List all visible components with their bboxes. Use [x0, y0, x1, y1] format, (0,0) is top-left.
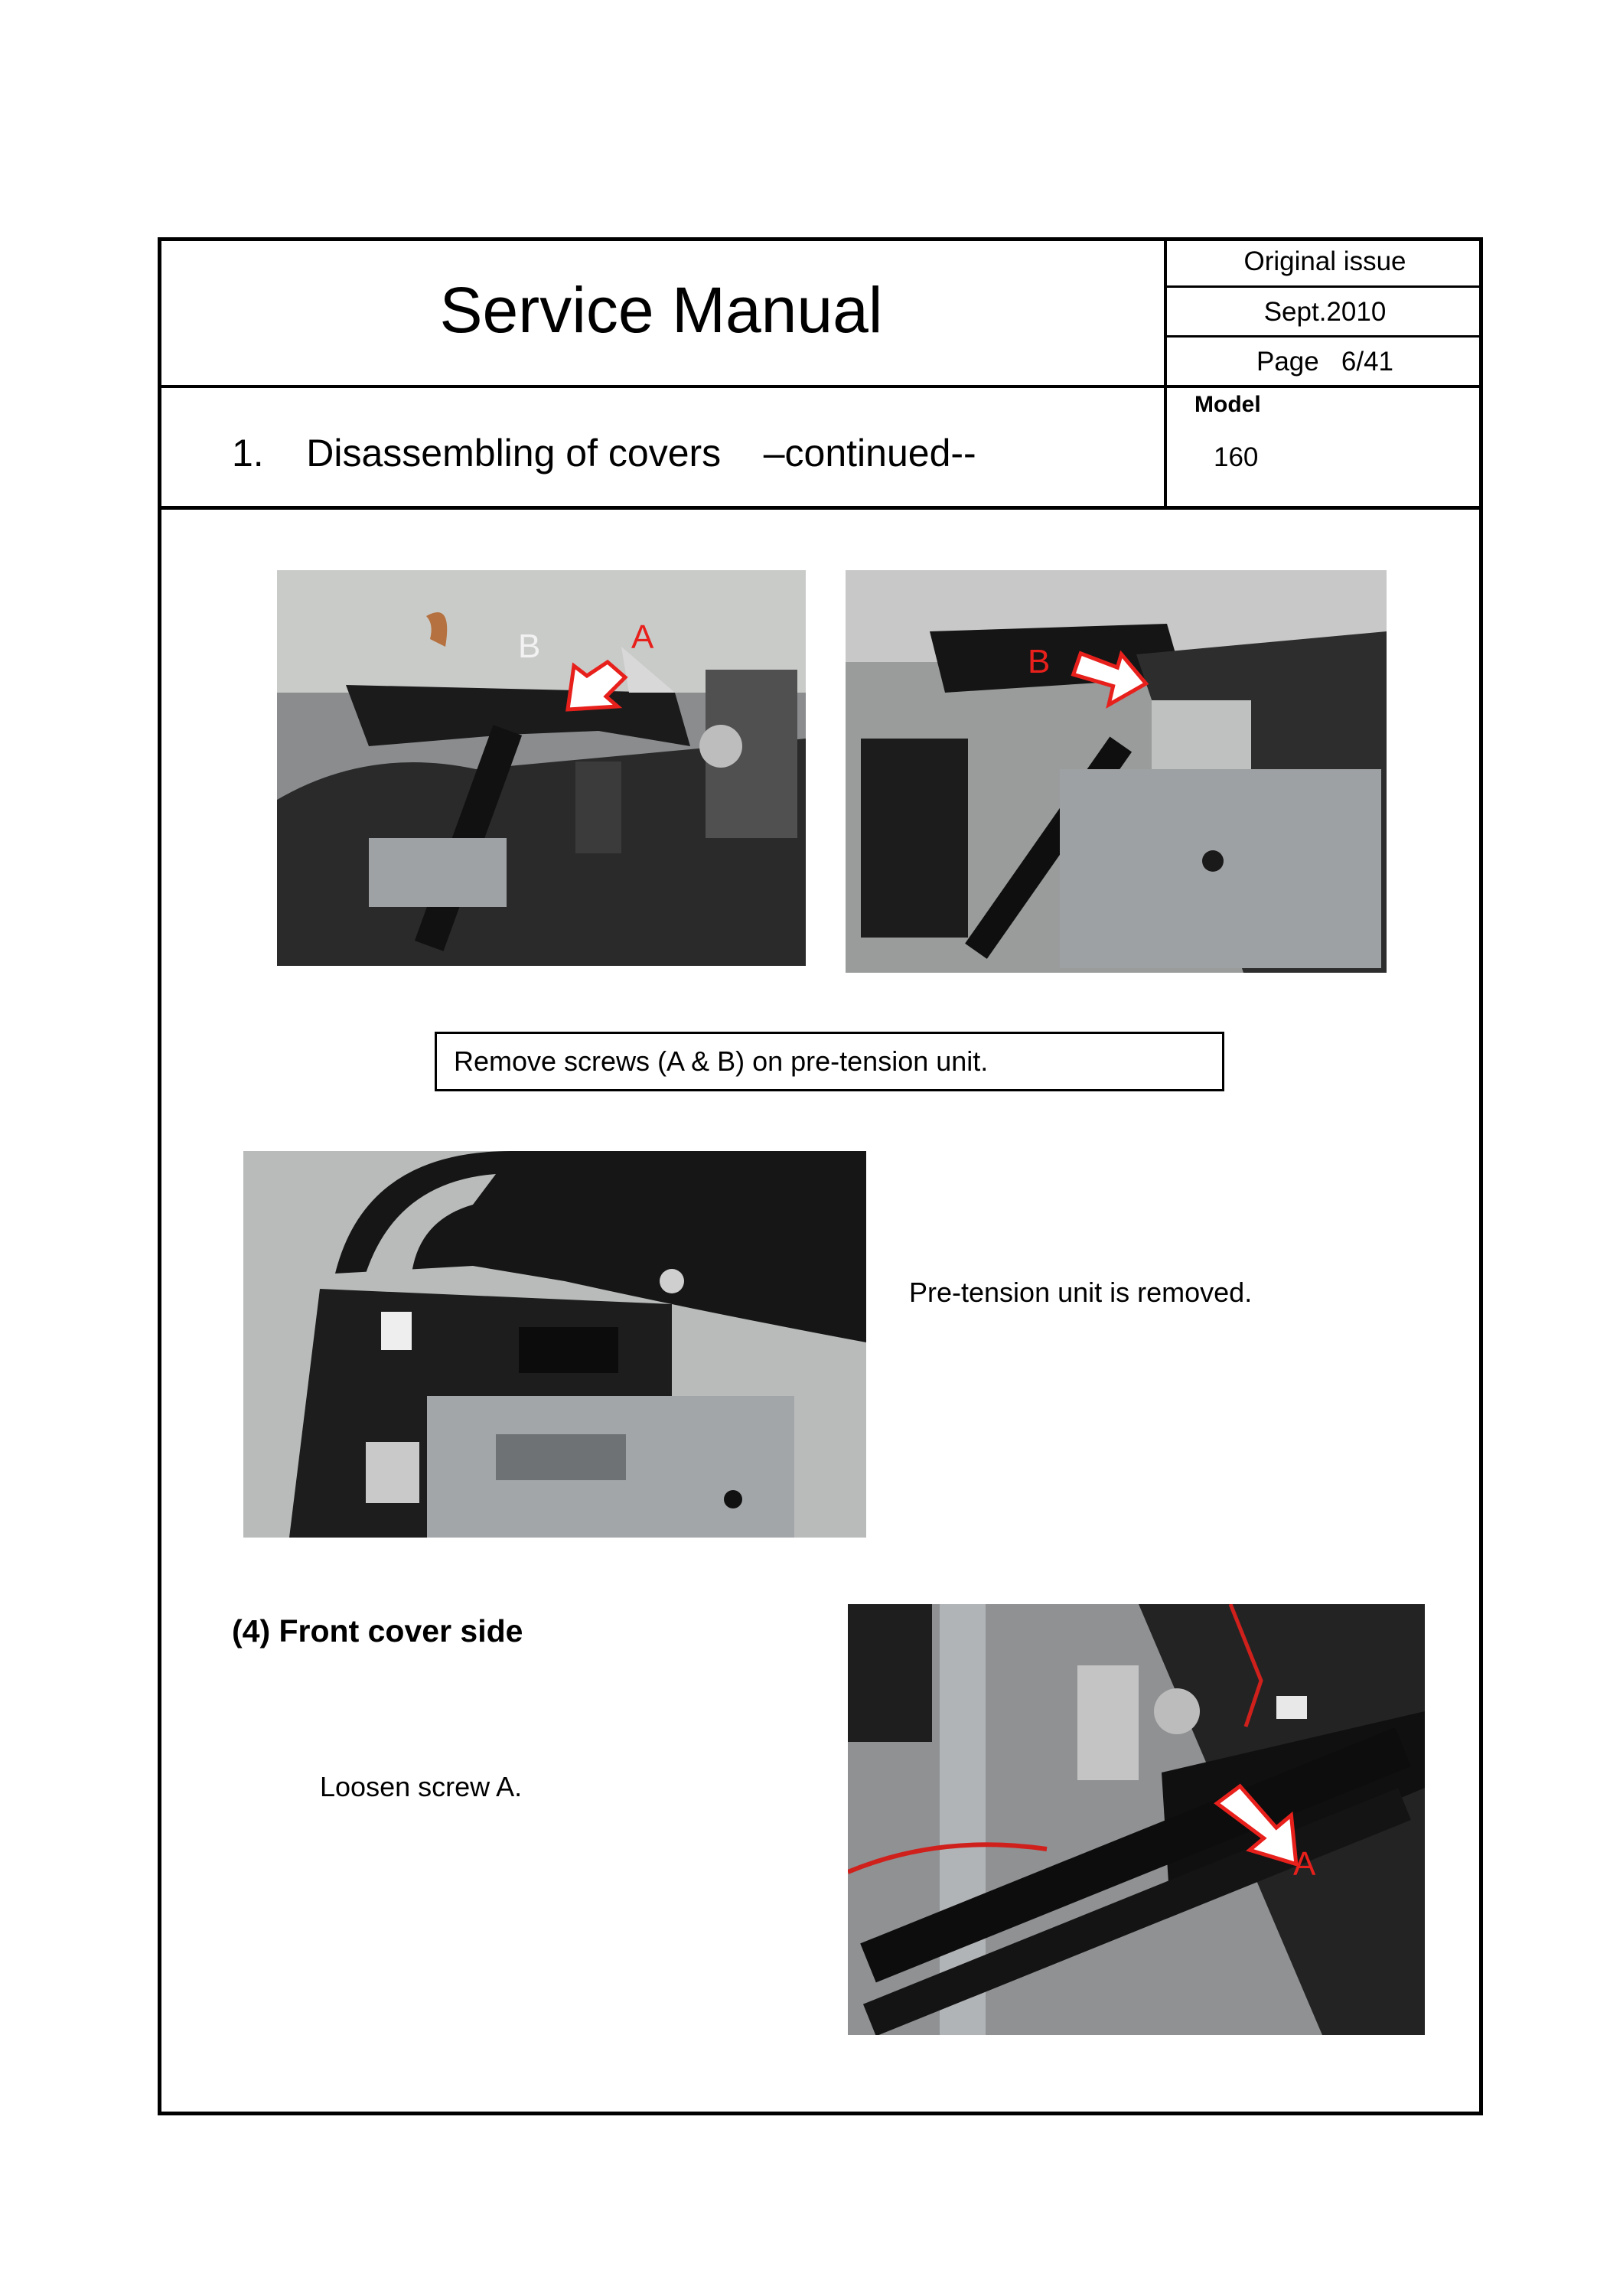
section-heading — [232, 429, 976, 478]
issue-date: Sept.2010 — [1263, 297, 1387, 327]
meta-row-divider-2 — [1164, 335, 1483, 338]
page-title: Service Manual — [439, 274, 883, 346]
photo-front-cover-screw — [848, 1604, 1425, 2035]
caption-remove-screws: Remove screws (A & B) on pre-tension unit. — [435, 1032, 1224, 1091]
photo4-label-a: A — [1293, 1845, 1316, 1883]
header-divider — [158, 385, 1483, 388]
page-number: 6/41 — [1341, 347, 1394, 377]
photo2-label-b: B — [1028, 643, 1051, 680]
page-indicator — [1167, 347, 1483, 377]
model-label: Model — [1194, 392, 1261, 417]
photo-pretension-unit-side — [846, 570, 1387, 973]
photo-pretension-unit-front — [277, 570, 806, 966]
page-label: Page — [1256, 347, 1319, 377]
front-cover-heading: (4) Front cover side — [232, 1613, 523, 1649]
section-divider — [158, 506, 1483, 510]
section-suffix: –continued-- — [763, 432, 976, 475]
section-number: 1. — [232, 432, 264, 475]
photo1-label-a: A — [631, 618, 654, 656]
meta-row-divider-1 — [1164, 285, 1483, 288]
photo-pretension-removed — [243, 1151, 866, 1538]
caption-loosen-screw: Loosen screw A. — [320, 1771, 523, 1802]
section-title: Disassembling of covers — [306, 432, 722, 475]
model-value: 160 — [1214, 442, 1259, 472]
photo1-label-b: B — [518, 628, 541, 665]
original-issue-label: Original issue — [1243, 246, 1406, 276]
caption-pretension-removed: Pre-tension unit is removed. — [909, 1277, 1253, 1308]
